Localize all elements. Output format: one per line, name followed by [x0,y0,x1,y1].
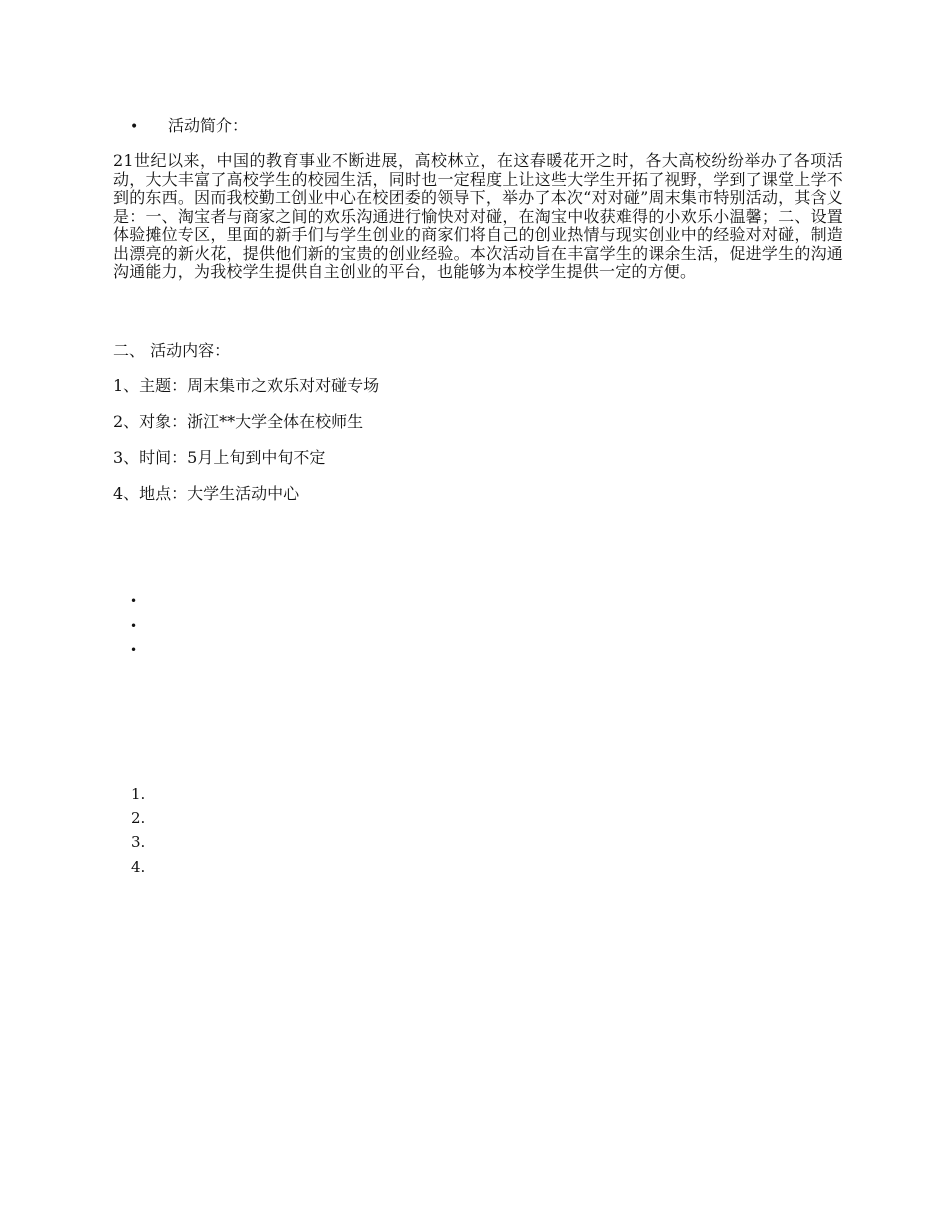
numbered-marker-3: 3. [131,833,146,851]
content-item-time: 3、时间：5月上旬到中旬不定 [113,448,326,467]
empty-bullet-1: • [130,594,138,608]
content-item-location: 4、地点：大学生活动中心 [113,484,300,503]
content-item-theme: 1、主题：周末集市之欢乐对对碰专场 [113,376,380,395]
numbered-marker-1: 1. [131,785,146,803]
numbered-marker-4: 4. [131,858,146,876]
content-item-audience: 2、对象：浙江**大学全体在校师生 [113,412,364,431]
empty-bullet-2: • [130,619,138,633]
section-two-heading: 二、 活动内容： [113,341,231,360]
numbered-marker-2: 2. [131,809,146,827]
intro-paragraph: 21世纪以来，中国的教育事业不断进展，高校林立，在这春暖花开之时，各大高校纷纷举办了各项活动，大大丰富了高校学生的校园生活，同时也一定程度上让这些大学生开拓了视野，学到了课堂上学不到的东西。因而我校勤工创业中心在校团委的领导下，举办了本次“对对碰”周末集市特别活动，其含义是：一、淘宝者与商家之间的欢乐沟通进行愉快对对碰，在淘宝中收获难得的小欢乐小温馨；二、设置体验摊位专区，里面的新手们与学生创业的商家们将自己的创业热情与现实创业中的经验对对碰，制造出漂亮的新火花，提供他们新的宝贵的创业经验。本次活动旨在丰富学生的课余生活，促进学生的沟通沟通能力，为我校学生提供自主创业的平台，也能够为本校学生提供一定的方便。 [113,151,843,281]
bullet-marker: • [130,119,139,135]
intro-heading: 活动简介： [168,116,249,135]
empty-bullet-3: • [130,643,138,657]
intro-bullet-item [130,115,248,138]
